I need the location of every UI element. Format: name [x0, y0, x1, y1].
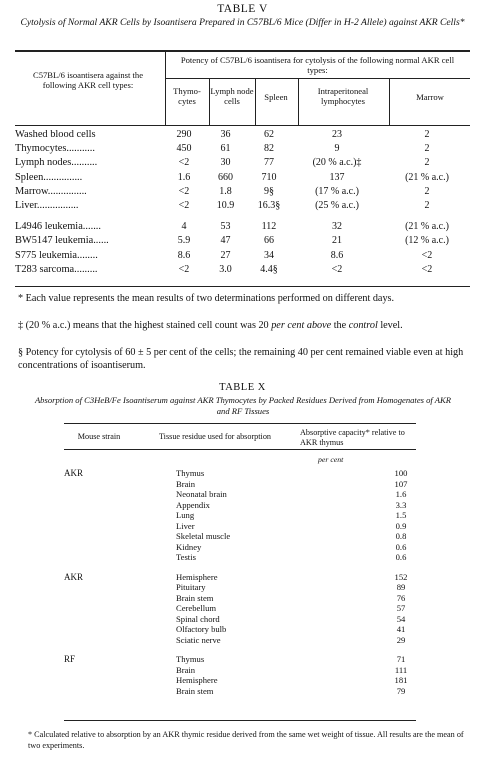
absorptive-value: 79 [396, 685, 406, 696]
tissue-name: Brain stem [176, 592, 214, 603]
table-cell: 8.6 [330, 249, 344, 261]
table-row [64, 654, 431, 665]
absorptive-value: 1.5 [395, 510, 407, 520]
mouse-strain [64, 552, 126, 563]
absorptive-value: 0.6 [395, 541, 407, 552]
tissue-name: Testis [176, 552, 196, 562]
table-row [64, 686, 431, 697]
table-x-title: TABLE X [219, 382, 266, 393]
table-cell: 9 [334, 143, 340, 155]
table-row [64, 635, 431, 646]
table-cell: 1.6 [177, 171, 191, 183]
row-label: Thymocytes........... [15, 143, 95, 155]
col-marrow: Marrow [416, 92, 444, 102]
table-cell: 137 [329, 171, 345, 183]
row-label: Spleen............... [15, 171, 83, 183]
mouse-strain [64, 489, 126, 500]
table-cell: 290 [176, 129, 192, 140]
table-x-body [64, 468, 431, 696]
row-label: BW5147 leukemia...... [15, 235, 109, 247]
tissue-name: Lung [176, 510, 195, 520]
table-row [15, 185, 470, 199]
table-row [15, 171, 470, 185]
table-x-note: * Calculated relative to absorption by an AKR thymic residue derived from the same wet weight of tissue. All results are the mean of two experiments. [28, 730, 464, 750]
mouse-strain: AKR [64, 571, 84, 582]
absorptive-value: 100 [394, 468, 408, 478]
row-label: L4946 leukemia....... [15, 221, 101, 233]
table-x-top-rule [64, 423, 416, 424]
absorptive-value: 0.6 [395, 552, 407, 562]
table-v-row-header: C57BL/6 isoantisera against the following AKR cell types: [32, 70, 144, 90]
table-cell: <2 [178, 185, 190, 197]
table-cell: 10.9 [216, 200, 235, 212]
table-v-header-rule [15, 125, 470, 126]
absorptive-value: 0.8 [395, 531, 407, 541]
tissue-name: Spinal chord [176, 613, 220, 624]
table-row [64, 572, 431, 583]
table-v-title: TABLE V [217, 3, 268, 15]
table-row [15, 249, 470, 263]
table-cell: (17 % a.c.) [315, 185, 359, 197]
table-row [64, 582, 431, 593]
table-cell: (20 % a.c.)‡ [312, 157, 362, 169]
table-cell: 5.9 [177, 235, 191, 247]
table-x-col-capacity: Absorptive capacity* relative to AKR thymus [300, 428, 405, 447]
mouse-strain [64, 510, 126, 521]
absorptive-value: 71 [396, 654, 406, 664]
table-cell: 23 [332, 129, 342, 140]
table-cell: 1.8 [219, 185, 232, 197]
table-row [64, 552, 431, 563]
absorptive-value: 1.6 [395, 489, 407, 499]
table-cell: 21 [332, 235, 342, 247]
table-row [64, 479, 431, 490]
table-cell: 34 [264, 249, 274, 261]
table-cell: <2 [178, 157, 190, 169]
absorptive-value: 152 [394, 571, 408, 582]
mouse-strain [64, 521, 126, 532]
table-row [64, 614, 431, 625]
absorptive-value: 76 [396, 592, 406, 603]
table-row [64, 510, 431, 521]
table-row [15, 199, 470, 213]
table-cell: 61 [220, 143, 231, 155]
tissue-name: Kidney [176, 541, 202, 552]
mouse-strain [64, 614, 126, 625]
col-divider [298, 79, 299, 125]
tissue-name: Hemisphere [176, 571, 218, 582]
table-row [64, 665, 431, 676]
table-row [15, 156, 470, 170]
table-row [64, 489, 431, 500]
table-v-note-star: * Each value represents the mean results of two determinations performed on different days. [18, 293, 395, 304]
row-label: Lymph nodes.......... [15, 157, 98, 169]
table-cell: 710 [261, 171, 277, 183]
table-cell: <2 [178, 200, 190, 212]
tissue-name: Hemisphere [176, 675, 218, 685]
col-intraperitoneal: Intraperitoneal lymphocytes [317, 86, 369, 106]
table-v-bottom-rule [15, 286, 470, 287]
table-row [64, 468, 431, 479]
tissue-name: Sciatic nerve [176, 634, 221, 645]
table-row [64, 500, 431, 511]
absorptive-value: 111 [394, 664, 408, 675]
table-cell: 2 [424, 185, 430, 197]
tissue-name: Brain stem [176, 685, 214, 696]
group-gap [64, 645, 431, 654]
row-label: Marrow............... [15, 185, 87, 197]
table-x-caption: Absorption of C3HeB/Fe Isoantiserum against AKR Thymocytes by Packed Residues Derived from Homogenates of AKR and RF Tissues [34, 395, 452, 416]
table-row [15, 128, 470, 142]
table-x-header-rule [64, 449, 416, 450]
tissue-name: Appendix [176, 499, 210, 510]
mouse-strain [64, 542, 126, 553]
table-x-col-tissue: Tissue residue used for absorption [158, 432, 272, 441]
mouse-strain [64, 603, 126, 614]
mouse-strain [64, 593, 126, 604]
row-label: Liver................ [15, 200, 79, 212]
table-v-caption: Cytolysis of Normal AKR Cells by Isoantisera Prepared in C57BL/6 Mice (Differ in H-2 Allele) against AKR Cells* [20, 17, 465, 28]
col-spleen: Spleen [264, 92, 288, 102]
col-lymph-node: Lymph node cells [210, 86, 254, 106]
table-row [64, 593, 431, 604]
table-cell: 47 [220, 235, 231, 247]
table-row [64, 542, 431, 553]
absorptive-value: 29 [396, 634, 406, 645]
table-x-unit: per cent [318, 455, 344, 464]
table-x-bottom-rule [64, 720, 416, 721]
table-cell: 2 [424, 200, 430, 212]
mouse-strain [64, 686, 126, 697]
col-divider [255, 79, 256, 125]
table-cell: (12 % a.c.) [405, 235, 449, 247]
tissue-name: Thymus [176, 654, 205, 664]
table-cell: 660 [218, 171, 233, 183]
table-row [15, 142, 470, 156]
table-cell: 112 [261, 221, 277, 233]
table-cell: 36 [220, 129, 231, 140]
table-row [15, 263, 470, 277]
table-v-span-header: Potency of C57BL/6 isoantisera for cytolysis of the following normal AKR cell types: [180, 55, 455, 75]
table-x-col-strain: Mouse strain [77, 432, 121, 441]
tissue-name: Liver [176, 520, 195, 531]
table-cell: <2 [331, 263, 343, 275]
table-cell: 82 [264, 143, 274, 155]
tissue-name: Brain [176, 478, 196, 489]
table-cell: (21 % a.c.) [405, 221, 449, 233]
table-cell: 77 [264, 157, 274, 169]
table-cell: 450 [176, 143, 192, 155]
table-v-body [15, 128, 470, 277]
table-cell: 2 [424, 157, 430, 169]
table-row [64, 531, 431, 542]
row-label: S775 leukemia........ [15, 249, 98, 261]
table-cell: 3.0 [219, 263, 232, 275]
absorptive-value: 0.9 [395, 520, 407, 531]
table-cell: 30 [220, 157, 231, 169]
table-v-top-rule [15, 50, 470, 52]
table-row [15, 220, 470, 234]
tissue-name: Cerebellum [176, 603, 217, 613]
table-cell: 32 [332, 221, 342, 233]
col-thymocytes: Thymo-cytes [173, 86, 201, 106]
absorptive-value: 54 [396, 613, 406, 624]
row-label: T283 sarcoma......... [15, 263, 98, 275]
tissue-name: Thymus [176, 468, 205, 478]
table-cell: 9§ [264, 185, 274, 197]
table-row [64, 603, 431, 614]
col-divider [389, 79, 390, 125]
absorptive-value: 89 [396, 582, 406, 592]
table-cell: (25 % a.c.) [315, 200, 359, 212]
mouse-strain: RF [64, 654, 76, 664]
table-row [64, 521, 431, 532]
mouse-strain [64, 531, 126, 542]
table-row [64, 624, 431, 635]
table-row [15, 234, 470, 248]
absorptive-value: 41 [396, 624, 406, 634]
tissue-name: Skeletal muscle [176, 531, 231, 541]
table-cell: <2 [421, 249, 433, 261]
mouse-strain [64, 479, 126, 490]
table-cell: 27 [220, 249, 231, 261]
mouse-strain: AKR [64, 468, 84, 478]
mouse-strain [64, 635, 126, 646]
table-row [64, 675, 431, 686]
mouse-strain [64, 675, 126, 686]
absorptive-value: 181 [394, 675, 408, 685]
tissue-name: Olfactory bulb [176, 624, 227, 634]
table-v-span-rule [166, 78, 470, 79]
mouse-strain [64, 624, 126, 635]
table-cell: (21 % a.c.) [405, 171, 449, 183]
table-cell: 16.3§ [257, 200, 281, 212]
mouse-strain [64, 582, 126, 593]
table-cell: <2 [178, 263, 190, 275]
absorptive-value: 57 [396, 603, 406, 613]
table-cell: 8.6 [177, 249, 191, 261]
absorptive-value: 3.3 [395, 499, 407, 510]
mouse-strain [64, 665, 126, 676]
table-cell: 62 [264, 129, 274, 140]
table-cell: 4 [181, 221, 187, 233]
table-cell: <2 [421, 263, 433, 275]
table-v-note-dagger: ‡ (20 % a.c.) means that the highest stained cell count was 20 per cent above the control level. [18, 320, 403, 331]
absorptive-value: 107 [394, 478, 408, 489]
tissue-name: Neonatal brain [176, 489, 227, 499]
tissue-name: Pituitary [176, 582, 206, 592]
row-label: Washed blood cells [15, 129, 96, 140]
group-gap [64, 563, 431, 572]
table-cell: 4.4§ [260, 263, 278, 275]
table-cell: 53 [220, 221, 231, 233]
table-v-note-section: § Potency for cytolysis of 60 ± 5 per cent of the cells; the remaining 40 per cent remained viable even at high concentrations of isoantiserum. [18, 347, 464, 371]
tissue-name: Brain [176, 664, 196, 675]
table-cell: 2 [424, 129, 430, 140]
table-cell: 2 [424, 143, 430, 155]
table-cell: 66 [264, 235, 274, 247]
mouse-strain [64, 500, 126, 511]
